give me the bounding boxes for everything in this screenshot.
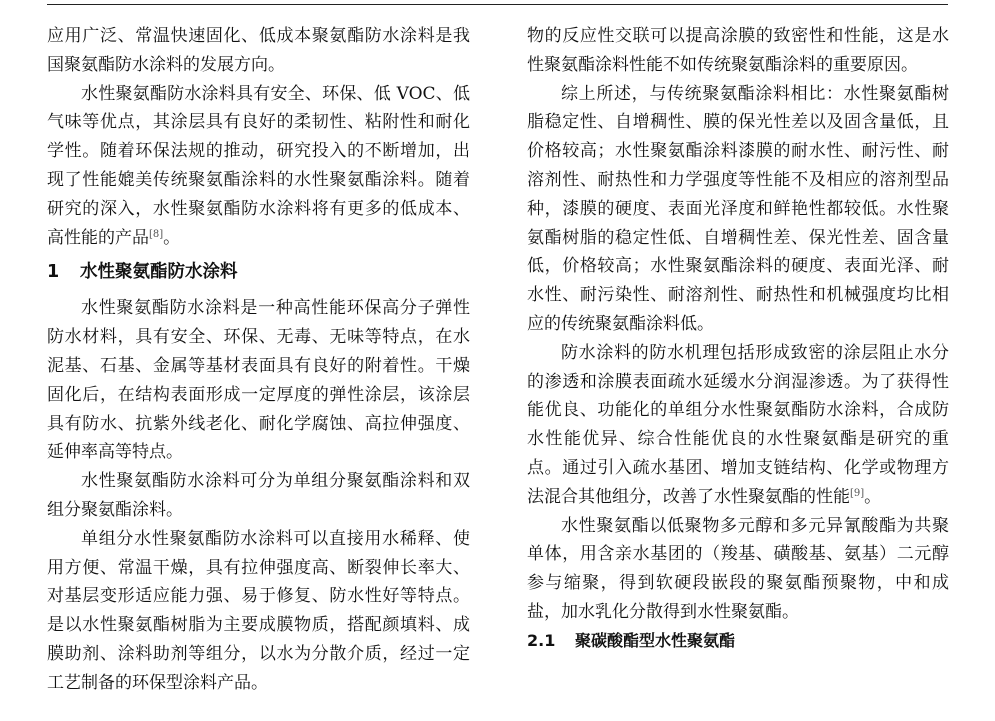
- section-title: 水性聚氨酯防水涂料: [80, 262, 238, 283]
- section-number: 1: [47, 262, 60, 283]
- left-column: [47, 22, 470, 698]
- paragraph: 单组分水性聚氨酯防水涂料可以直接用水稀释、使用方便、常温干燥，具有拉伸强度高、断裂伸长率大、对基层变形适应能力强、易于修复、防水性好等特点。是以水性聚氨酯树脂为主要成膜物质，搭配颜填料、成膜助剂、涂料助剂等组分，以水为分散介质，经过一定工艺制备的环保型涂料产品。: [47, 528, 470, 693]
- citation[interactable]: [9]: [850, 487, 865, 499]
- subsection-title: 聚碳酸酯型水性聚氨酯: [575, 630, 736, 650]
- paragraph: 物的反应性交联可以提高涂膜的致密性和性能，这是水性聚氨酯涂料性能不如传统聚氨酯涂料的重要原因。: [527, 26, 949, 75]
- paragraph: 综上所述，与传统聚氨酯涂料相比：水性聚氨酯树脂稳定性、自增稠性、膜的保光性差以及固含量低，且价格较高；水性聚氨酯涂料漆膜的耐水性、耐污性、耐溶剂性、耐热性和力学强度等性能不及相应的溶剂型品种，漆膜的硬度、表面光泽度和鲜艳性都较低。水性聚氨酯树脂的稳定性低、自增稠性差、保光性差、固含量低，价格较高；水性聚氨酯涂料的硬度、表面光泽、耐水性、耐污染性、耐溶剂性、耐热性和机械强度均比相应的传统聚氨酯涂料低。: [527, 83, 949, 334]
- paragraph: 水性聚氨酯防水涂料是一种高性能环保高分子弹性防水材料，具有安全、环保、无毒、无味等特点，在水泥基、石基、金属等基材表面具有良好的附着性。干燥固化后，在结构表面形成一定厚度的弹性涂层，该涂层具有防水、抗紫外线老化、耐化学腐蚀、高拉伸强度、延伸率高等特点。: [47, 298, 470, 463]
- paragraph: 应用广泛、常温快速固化、低成本聚氨酯防水涂料是我国聚氨酯防水涂料的发展方向。: [47, 26, 470, 75]
- paragraph: 防水涂料的防水机理包括形成致密的涂层阻止水分的渗透和涂膜表面疏水延缓水分润湿渗透。为了获得性能优良、功能化的单组分水性聚氨酯防水涂料，合成防水性能优异、综合性能优良的水性聚氨酯是研究的重点。通过引入疏水基团、增加支链结构、化学或物理方法混合其他组分，改善了水性聚氨酯的性能[9]。: [527, 342, 949, 507]
- top-rule: [47, 4, 948, 5]
- citation[interactable]: [8]: [149, 228, 164, 240]
- right-column: [527, 22, 949, 655]
- paragraph: 水性聚氨酯防水涂料具有安全、环保、低 VOC、低气味等优点，其涂层具有良好的柔韧性、粘附性和耐化学性。随着环保法规的推动，研究投入的不断增加，出现了性能媲美传统聚氨酯涂料的水性聚氨酯涂料。随着研究的深入，水性聚氨酯防水涂料将有更多的低成本、高性能的产品[8]。: [47, 83, 470, 248]
- paragraph: 水性聚氨酯以低聚物多元醇和多元异氰酸酯为共聚单体，用含亲水基团的（羧基、磺酸基、氨基）二元醇参与缩聚，得到软硬段嵌段的聚氨酯预聚物，中和成盐，加水乳化分散得到水性聚氨酯。: [527, 515, 949, 622]
- subsection-number: 2.1: [527, 630, 556, 650]
- subsection-heading: [527, 627, 949, 655]
- paragraph: 水性聚氨酯防水涂料可分为单组分聚氨酯涂料和双组分聚氨酯涂料。: [47, 471, 470, 520]
- section-heading: [47, 258, 470, 286]
